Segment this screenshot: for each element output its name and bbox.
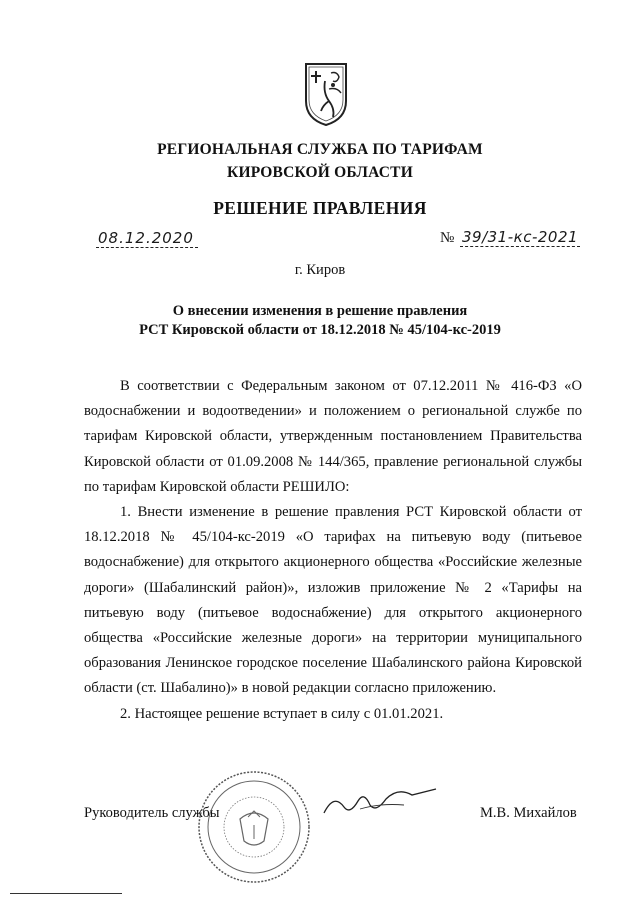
signer-name: М.В. Михайлов xyxy=(480,805,577,821)
subject-line2: РСТ Кировской области от 18.12.2018 № 45/104-кс-2019 xyxy=(139,322,501,338)
handwritten-number: 39/31-кс-2021 xyxy=(462,228,579,246)
document-subject xyxy=(0,302,640,340)
decision-item-1: 1. Внести изменение в решение правления РСТ Кировской области от 18.12.2018 № 45/104-кс-2019 «О тарифах на питьевую воду (питьевое водоснабжение) для открытого акционерного общества «Российские железные дороги» (Шабалинский район)», изложив приложение № 2 «Тарифы на питьевую воду (питьевое водоснабжение) для открытого акционерного общества «Российские железные дороги» на территории муниципального образования Ленинское городское поселение Шабалинского района Кировской области (ст. Шабалино)» в новой редакции согласно приложению. xyxy=(84,504,582,697)
signer-role: Руководитель службы xyxy=(84,805,220,821)
signature-icon xyxy=(320,783,440,819)
handwritten-date: 08.12.2020 xyxy=(96,229,198,248)
agency-name-line2: КИРОВСКОЙ ОБЛАСТИ xyxy=(227,164,413,181)
preamble-paragraph: В соответствии с Федеральным законом от 07.12.2011 № 416-ФЗ «О водоснабжении и водоотведении» и положением о региональной службе по тарифам Кировской области, утвержденным постановлением Правительства Кировской области от 01.09.2008 № 144/365, правление региональной службы по тарифам Кировской области РЕШИЛО: xyxy=(84,378,582,495)
coat-of-arms-icon xyxy=(303,61,349,127)
official-seal-icon xyxy=(196,769,312,885)
footer-divider xyxy=(10,893,122,894)
decision-item-2: 2. Настоящее решение вступает в силу с 01.01.2021. xyxy=(120,705,444,722)
subject-line1: О внесении изменения в решение правления xyxy=(172,303,468,319)
document-body xyxy=(84,374,582,727)
document-type-title: РЕШЕНИЕ ПРАВЛЕНИЯ xyxy=(213,198,427,218)
agency-name-line1: РЕГИОНАЛЬНАЯ СЛУЖБА ПО ТАРИФАМ xyxy=(157,141,483,158)
city-name: г. Киров xyxy=(294,262,346,278)
number-label: № xyxy=(440,230,455,246)
agency-name xyxy=(0,138,640,184)
